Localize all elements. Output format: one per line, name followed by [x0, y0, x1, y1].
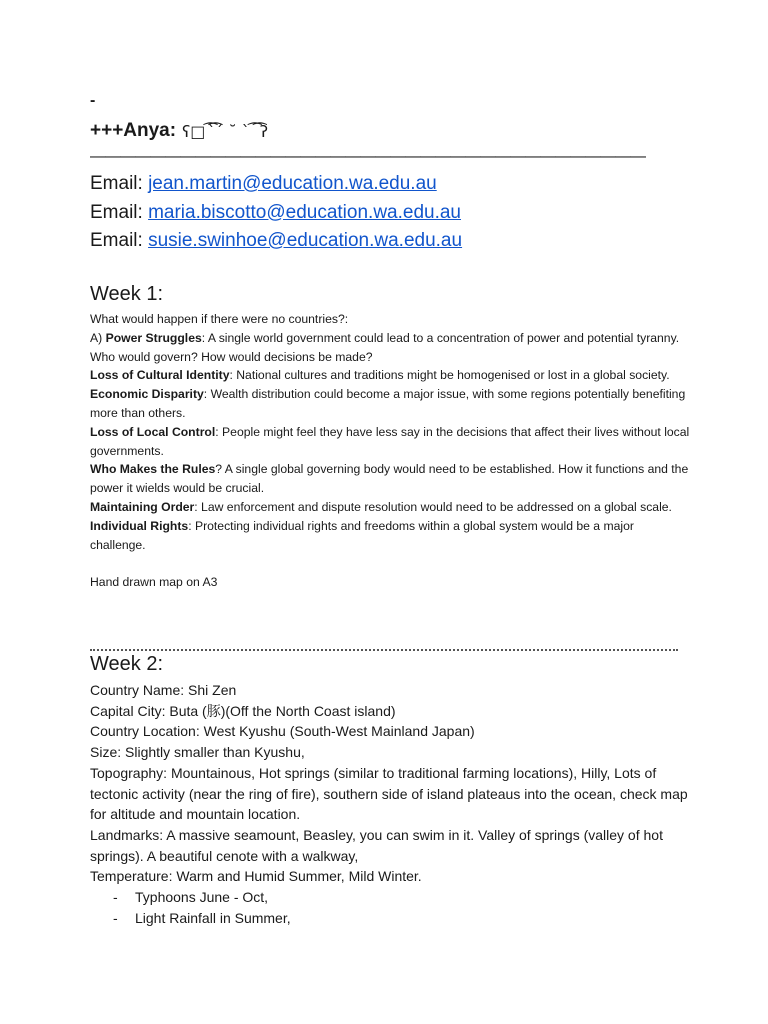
leading-dash: - — [90, 92, 96, 109]
country-name-line: Country Name: Shi Zen — [90, 682, 237, 698]
week1-point — [90, 329, 690, 367]
list-item: - Typhoons June - Oct, — [90, 887, 690, 908]
email-link[interactable]: jean.martin@education.wa.edu.au — [148, 173, 437, 194]
email-link[interactable]: maria.biscotto@education.wa.edu.au — [148, 201, 461, 223]
point-prefix: A) — [90, 330, 106, 345]
dash-rule: ————————————————————————————————————— — [90, 148, 645, 165]
week1-question: What would happen if there were no countries?: — [90, 312, 349, 326]
week2-heading: Week 2: — [90, 653, 163, 675]
week1-content — [90, 310, 690, 592]
week1-point — [90, 517, 690, 555]
email-label: Email: — [90, 230, 143, 251]
week1-point — [90, 423, 690, 461]
email-label: Email: — [90, 201, 143, 223]
week1-note: Hand drawn map on A3 — [90, 575, 218, 590]
email-row — [90, 170, 462, 199]
email-row — [90, 227, 462, 256]
point-text: : Protecting individual rights and freedoms within a global system would be a major challenge. — [90, 518, 634, 552]
point-term: Loss of Local Control — [90, 424, 216, 439]
section-divider — [90, 649, 678, 651]
email-row — [90, 199, 462, 228]
week2-content — [90, 680, 690, 928]
week1-point — [90, 498, 690, 517]
point-text: : Wealth distribution could become a major issue, with some regions potentially benefiting more than others. — [90, 387, 686, 420]
email-list — [90, 170, 462, 256]
point-term: Loss of Cultural Identity — [90, 368, 230, 383]
point-text: : A single world government could lead to a concentration of power and potential tyranny. Who would govern? How would decisions be made? — [90, 330, 680, 364]
email-link[interactable]: susie.swinhoe@education.wa.edu.au — [148, 230, 463, 251]
list-item: - Light Rainfall in Summer, — [90, 908, 690, 929]
size-line: Size: Slightly smaller than Kyushu, — [90, 744, 305, 761]
point-term: Power Struggles — [105, 330, 202, 345]
topography-line: Topography: Mountainous, Hot springs (similar to traditional farming locations), Hilly, Lots of tectonic activity (near the ring of fire), southern side of island plateaus into the ocean, check map for altitude and mountain location. — [90, 764, 688, 823]
email-label: Email: — [90, 173, 143, 194]
author-heading — [90, 120, 268, 142]
point-text: : People might feel they have less say in the decisions that affect their lives without local governments. — [90, 424, 690, 458]
point-text: ? A single global governing body would need to be established. How it functions and the power it wields would be crucial. — [90, 462, 689, 496]
temperature-line: Temperature: Warm and Humid Summer, Mild Winter. — [90, 868, 422, 885]
point-term: Economic Disparity — [90, 387, 204, 402]
week1-point — [90, 366, 690, 385]
author-title: +++Anya: — [90, 120, 177, 141]
point-text: : National cultures and traditions might be homogenised or lost in a global society. — [229, 368, 670, 383]
spacer — [90, 554, 690, 573]
point-term: Individual Rights — [90, 518, 189, 533]
kaomoji-decoration: ʕ□ ͡ ̀͡´ ˘ ` ͡ ͡ʔ — [182, 121, 269, 141]
climate-bullet-list — [90, 887, 690, 928]
week1-point — [90, 460, 690, 498]
point-text: : Law enforcement and dispute resolution would need to be addressed on a global scale. — [194, 499, 672, 514]
capital-city-line: Capital City: Buta (豚)(Off the North Coast island) — [90, 702, 396, 719]
landmarks-line: Landmarks: A massive seamount, Beasley, you can swim in it. Valley of springs (valley of hot springs). A beautiful cenote with a walkway, — [90, 826, 663, 864]
country-location-line: Country Location: West Kyushu (South-West Mainland Japan) — [90, 723, 475, 740]
point-term: Maintaining Order — [90, 499, 195, 514]
point-term: Who Makes the Rules — [90, 462, 216, 477]
week1-point — [90, 385, 690, 423]
week1-heading: Week 1: — [90, 283, 163, 305]
